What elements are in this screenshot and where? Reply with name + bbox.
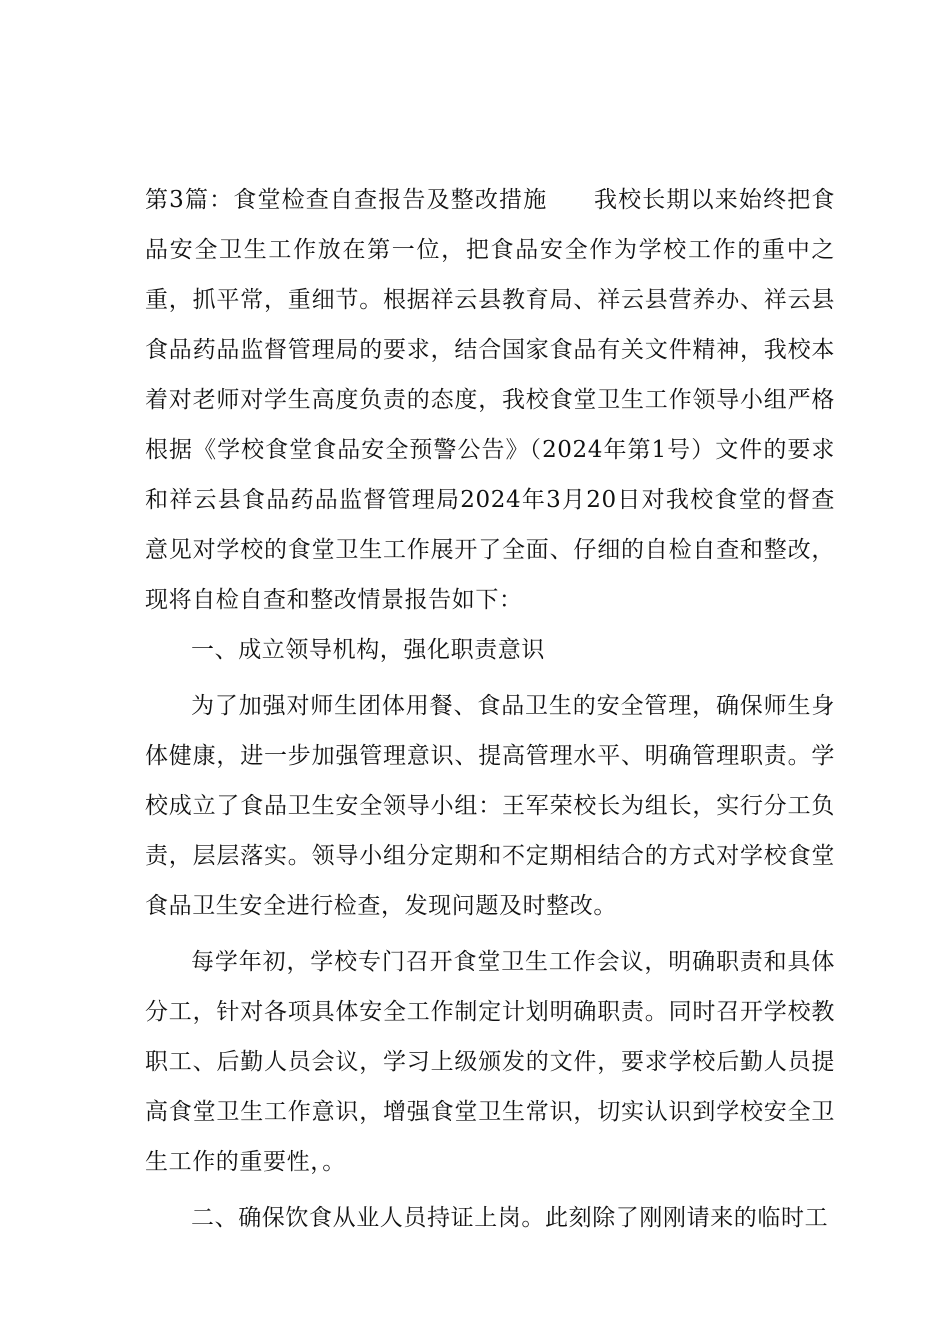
body-paragraph: 每学年初，学校专门召开食堂卫生工作会议，明确职责和具体分工，针对各项具体安全工作制定计划明确职责。同时召开学校教职工、后勤人员会议，学习上级颁发的文件，要求学校后勤人员提高食堂卫生工作意识，增强食堂卫生常识，切实认识到学校安全卫生工作的重要性，。 bbox=[145, 949, 835, 1175]
document-title: 第3篇：食堂检查自查报告及整改措施 bbox=[145, 187, 548, 213]
paragraph-text: 我校长期以来始终把食品安全卫生工作放在第一位，把食品安全作为学校工作的重中之重，抓平常，重细节。根据祥云县教育局、祥云县营养办、祥云县食品药品监督管理局的要求，结合国家食品有关文件精神，我校本着对老师对学生高度负责的态度，我校食堂卫生工作领导小组严格根据《学校食堂食品安全预警公告》（2024年第1号）文件的要求和祥云县食品药品监督管理局2024年3月20日对我校食堂的督查意见对学校的食堂卫生工作展开了全面、仔细的自检自查和整改，现将自检自查和整改情景报告如下： bbox=[145, 187, 836, 613]
section-heading-2: 二、确保饮食从业人员持证上岗。此刻除了刚刚请来的临时工 bbox=[191, 1205, 829, 1231]
intro-paragraph bbox=[145, 175, 835, 625]
document-body bbox=[145, 175, 835, 1249]
section-heading-1: 一、成立领导机构，强化职责意识 bbox=[191, 637, 545, 663]
body-paragraph: 为了加强对师生团体用餐、食品卫生的安全管理，确保师生身体健康，进一步加强管理意识、提高管理水平、明确管理职责。学校成立了食品卫生安全领导小组：王军荣校长为组长，实行分工负责，层层落实。领导小组分定期和不定期相结合的方式对学校食堂食品卫生安全进行检查，发现问题及时整改。 bbox=[145, 693, 835, 919]
